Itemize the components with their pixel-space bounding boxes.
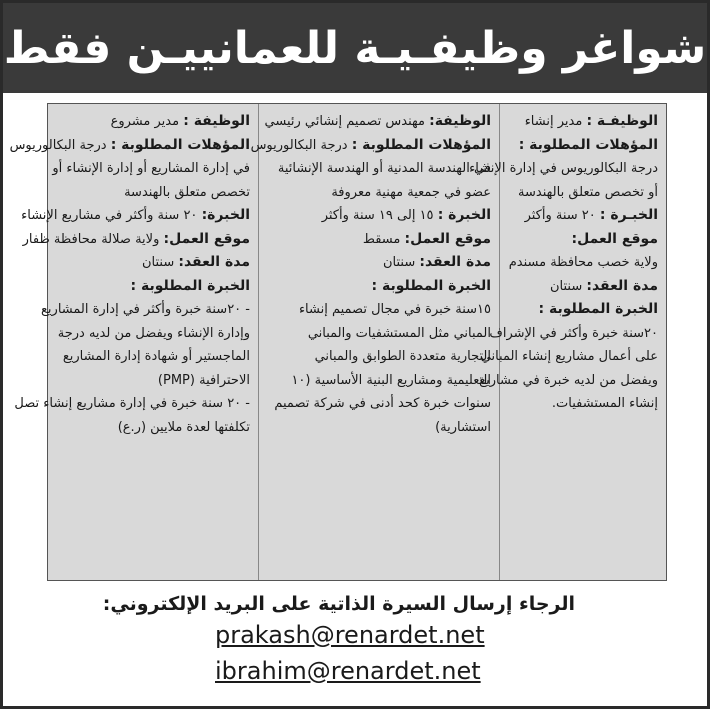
job-detail-line	[54, 251, 250, 275]
job-column-structural-design-engineer	[250, 104, 499, 580]
job-detail-line	[54, 181, 250, 205]
field-label: الخبرة المطلوبة :	[371, 277, 491, 294]
field-value: استشارية)	[435, 419, 491, 435]
job-detail-line	[267, 251, 491, 275]
job-column-project-manager	[9, 104, 258, 580]
field-value: مدير مشروع	[110, 114, 184, 129]
job-detail-line	[41, 298, 250, 322]
field-value: على أعمال مشاريع إنشاء المباني	[480, 349, 658, 364]
field-value: إنشاء المستشفيات.	[551, 396, 658, 411]
field-label: المؤهلات المطلوبة :	[110, 136, 250, 153]
job-detail-line	[508, 181, 658, 205]
field-label: الخبـرة :	[599, 207, 658, 223]
field-value: تخصص متعلق بالهندسة	[124, 184, 250, 200]
job-detail-line	[22, 228, 250, 252]
field-value: درجة البكالوريوس	[9, 137, 111, 153]
field-value: سنتان	[549, 278, 587, 294]
job-detail-line	[54, 416, 250, 440]
job-detail-line	[508, 110, 658, 134]
field-label: الخبرة المطلوبة :	[538, 301, 658, 317]
field-value: ويفضل من لديه خبرة في مشاريع	[479, 372, 658, 388]
field-label: مدة العقد:	[586, 277, 658, 294]
job-detail-line	[54, 157, 250, 181]
job-column-construction-manager	[469, 104, 666, 580]
job-detail-line	[508, 275, 658, 299]
field-value: ٢٠ سنة وأكثر في مشاريع الإنشاء	[21, 208, 202, 223]
field-label: مدة العقد:	[419, 254, 491, 270]
field-value: ٢٠سنة خبرة وأكثر في الإشراف	[489, 325, 658, 341]
email-link-prakash[interactable]: prakash@renardet.net	[215, 621, 485, 649]
job-detail-line	[21, 204, 250, 228]
field-label: الوظيفة :	[183, 113, 250, 129]
job-detail-line	[54, 369, 250, 393]
field-value: في الهندسة المدنية أو الهندسة الإنشائية	[277, 161, 491, 176]
job-detail-line	[54, 275, 250, 299]
field-value: عضو في جمعية مهنية معروفة	[331, 184, 491, 200]
job-detail-line	[267, 298, 491, 322]
field-value: ولاية خصب محافظة مسندم	[508, 255, 658, 270]
field-value: درجة البكالوريوس في إدارة الإنشاء	[469, 161, 658, 176]
job-detail-line	[250, 134, 491, 158]
job-detail-line	[508, 251, 658, 275]
field-label: الوظيفـة :	[586, 113, 658, 129]
header-banner	[3, 3, 707, 93]
job-detail-line	[508, 228, 658, 252]
field-value: أو تخصص متعلق بالهندسة	[518, 184, 658, 200]
job-detail-line	[267, 157, 491, 181]
job-detail-line	[479, 369, 658, 393]
job-detail-line	[489, 322, 658, 346]
field-label: الخبرة المطلوبة :	[130, 277, 250, 294]
field-label: المؤهلات المطلوبة :	[351, 136, 491, 153]
field-value: سنتان	[382, 255, 420, 270]
job-detail-line	[267, 228, 491, 252]
field-label: موقع العمل:	[404, 230, 491, 247]
job-detail-line	[54, 345, 250, 369]
field-value: مهندس تصميم إنشائي رئيسي	[264, 114, 430, 129]
job-detail-line	[14, 392, 250, 416]
job-detail-line	[267, 204, 491, 228]
job-detail-line	[267, 369, 491, 393]
field-label: الخبرة :	[437, 207, 491, 223]
field-value: الاحترافية (PMP)	[157, 372, 250, 388]
field-value: سنتان	[141, 255, 179, 270]
field-label: المؤهلات المطلوبة :	[518, 136, 658, 153]
field-value: سنوات خبرة كحد أدنى في شركة تصميم	[274, 396, 491, 411]
job-detail-line	[508, 392, 658, 416]
job-detail-line	[508, 298, 658, 322]
field-value: مسقط	[362, 231, 405, 247]
job-detail-line	[54, 322, 250, 346]
field-value: المباني مثل المستشفيات والمباني	[307, 325, 491, 341]
field-label: موقع العمل:	[163, 230, 250, 247]
field-label: الخبرة:	[201, 207, 250, 223]
field-value: الماجستير أو شهادة إدارة المشاريع	[62, 349, 250, 364]
field-value: وإدارة الإنشاء ويفضل من لديه درجة	[57, 325, 250, 341]
field-value: ١٥سنة خبرة في مجال تصميم إنشاء	[298, 302, 491, 317]
field-value: في إدارة المشاريع أو إدارة الإنشاء أو	[52, 161, 250, 176]
job-detail-line	[267, 275, 491, 299]
job-detail-line	[508, 134, 658, 158]
job-detail-line	[9, 134, 250, 158]
job-detail-line	[54, 110, 250, 134]
field-value: ٢٠ سنة وأكثر	[524, 208, 600, 223]
field-label: مدة العقد:	[178, 254, 250, 270]
field-value: - ٢٠ سنة خبرة في إدارة مشاريع إنشاء تصل	[14, 396, 250, 411]
field-value: ١٥ إلى ١٩ سنة وأكثر	[321, 208, 438, 223]
job-detail-line	[469, 157, 658, 181]
job-detail-line	[267, 416, 491, 440]
ad-title: شواغر وظيفـيـة للعمانييـن فقط	[3, 22, 707, 74]
field-value: التجارية متعددة الطوابق والمباني	[314, 349, 491, 364]
job-detail-line	[508, 204, 658, 228]
job-detail-line	[267, 322, 491, 346]
job-detail-line	[267, 345, 491, 369]
job-detail-line	[480, 345, 658, 369]
cv-instruction: الرجاء إرسال السيرة الذاتية على البريد الإلكتروني:	[102, 593, 575, 615]
field-value: تكلفتها لعدة ملايين (ر.ع)	[117, 419, 250, 435]
job-detail-line	[267, 181, 491, 205]
field-value: درجة البكالوريوس	[250, 137, 352, 153]
field-value: ولاية صلالة محافظة ظفار	[22, 231, 164, 247]
job-detail-line	[267, 392, 491, 416]
field-value: مدير إنشاء	[524, 114, 587, 129]
field-label: موقع العمل:	[571, 230, 658, 247]
field-label: الوظيفة:	[429, 113, 491, 129]
email-link-ibrahim[interactable]: ibrahim@renardet.net	[215, 657, 481, 685]
job-columns	[9, 103, 667, 581]
job-detail-line	[264, 110, 491, 134]
field-value: - ٢٠سنة خبرة وأكثر في إدارة المشاريع	[41, 302, 250, 317]
field-value: التعليمية ومشاريع البنية الأساسية (١٠	[291, 372, 491, 388]
